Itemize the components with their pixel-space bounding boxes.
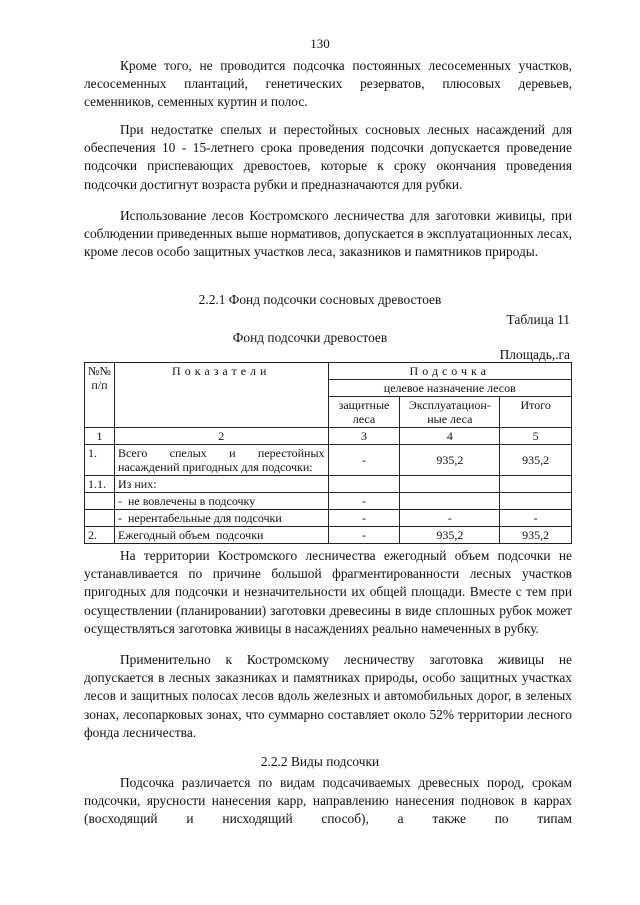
row-num: [85, 493, 115, 510]
paragraph-3: Использование лесов Костромского лесничества для заготовки живицы, при соблюдении приведенных выше нормативов, допускается в эксплуатационных лесах, кроме лесов особо защитных участков леса, заказников и памятников природы.: [84, 208, 572, 260]
row-exploitation: 935,2: [400, 527, 500, 544]
row-total: [500, 476, 572, 493]
table-row: [85, 510, 572, 527]
header-total: Итого: [500, 397, 572, 428]
row-label: Всего спелых и перестойных насаждений пригодных для подсочки:: [114, 445, 328, 476]
area-unit: Площадь,.га: [499, 347, 570, 362]
row-protective: [328, 476, 400, 493]
paragraph-2: При недостатке спелых и перестойных сосновых лесных насаждений для обеспечения 10 - 15-летнего срока проведения подсочки допускается проведение подсочки приспевающих древостоев, которые к сроку окончания проведения подсочки достигнут возраста рубки и предназначаются для рубки.: [84, 122, 572, 192]
col-number: 5: [500, 428, 572, 445]
paragraph-after-1: На территории Костромского лесничества ежегодный объем подсочки не устанавливается по причине большой фрагментированности лесных участков пригодных для подсочки и незначительности их общей площади. Вместе с тем при осуществлении (планировании) заготовки древесины в виде сплошных рубок может осуществляться заготовка живицы в насаждениях реально намеченных в рубку.: [84, 548, 572, 636]
row-num: 1.1.: [85, 476, 115, 493]
row-total: 935,2: [500, 445, 572, 476]
col-number: 1: [85, 428, 115, 445]
row-num: [85, 510, 115, 527]
col-number: 2: [114, 428, 328, 445]
table-header-row: [85, 363, 572, 380]
section-title-types: 2.2.2 Виды подсочки: [260, 754, 380, 769]
header-protective: защитные леса: [328, 397, 400, 428]
row-protective: -: [328, 493, 400, 510]
paragraph-final: Подсочка различается по видам подсачиваемых древесных пород, срокам подсочки, ярусности нанесения карр, направлению нанесения подновок в каррах (восходящий и нисходящий способ), а также по типам: [84, 775, 572, 827]
col-number: 3: [328, 428, 400, 445]
row-label: - нерентабельные для подсочки: [114, 510, 328, 527]
row-exploitation: 935,2: [400, 445, 500, 476]
fund-table: [84, 362, 572, 544]
paragraph-after-2: Применительно к Костромскому лесничеству заготовка живицы не допускается в лесных заказниках и памятниках природы, особо защитных участках лесов и защитных полосах лесов вдоль железных и автомобильных дорог, в зеленых зонах, лесопарковых зонах, что суммарно составляет около 52% территории лесного фонда лесничества.: [84, 652, 572, 740]
table-label: Таблица 11: [506, 312, 570, 327]
row-num: 2.: [85, 527, 115, 544]
row-exploitation: -: [400, 510, 500, 527]
row-num: 1.: [85, 445, 115, 476]
col-number: 4: [400, 428, 500, 445]
row-protective: -: [328, 527, 400, 544]
row-label: Ежегодный объем подсочки: [114, 527, 328, 544]
row-exploitation: [400, 493, 500, 510]
table-row: [85, 445, 572, 476]
header-num: №№ п/п: [85, 363, 115, 428]
row-total: 935,2: [500, 527, 572, 544]
table-title: Фонд подсочки древостоев: [232, 330, 388, 345]
header-tapping: Подсочка: [328, 363, 571, 380]
row-total: [500, 493, 572, 510]
header-purpose: целевое назначение лесов: [328, 380, 571, 397]
section-title-fund: 2.2.1 Фонд подсочки сосновых древостоев: [198, 292, 442, 307]
table-row: [85, 527, 572, 544]
page-number: 130: [310, 36, 330, 51]
row-protective: -: [328, 445, 400, 476]
paragraph-1: Кроме того, не проводится подсочка постоянных лесосеменных участков, лесосеменных плантаций, генетических резерватов, плюсовых деревьев, семенников, семенных куртин и полос.: [84, 58, 572, 110]
header-indicators: Показатели: [114, 363, 328, 428]
row-label: - не вовлечены в подсочку: [114, 493, 328, 510]
header-exploitation: Эксплуатацион-ные леса: [400, 397, 500, 428]
table-colnum-row: [85, 428, 572, 445]
row-exploitation: [400, 476, 500, 493]
row-total: -: [500, 510, 572, 527]
row-protective: -: [328, 510, 400, 527]
table-row: [85, 476, 572, 493]
table-row: [85, 493, 572, 510]
row-label: Из них:: [114, 476, 328, 493]
